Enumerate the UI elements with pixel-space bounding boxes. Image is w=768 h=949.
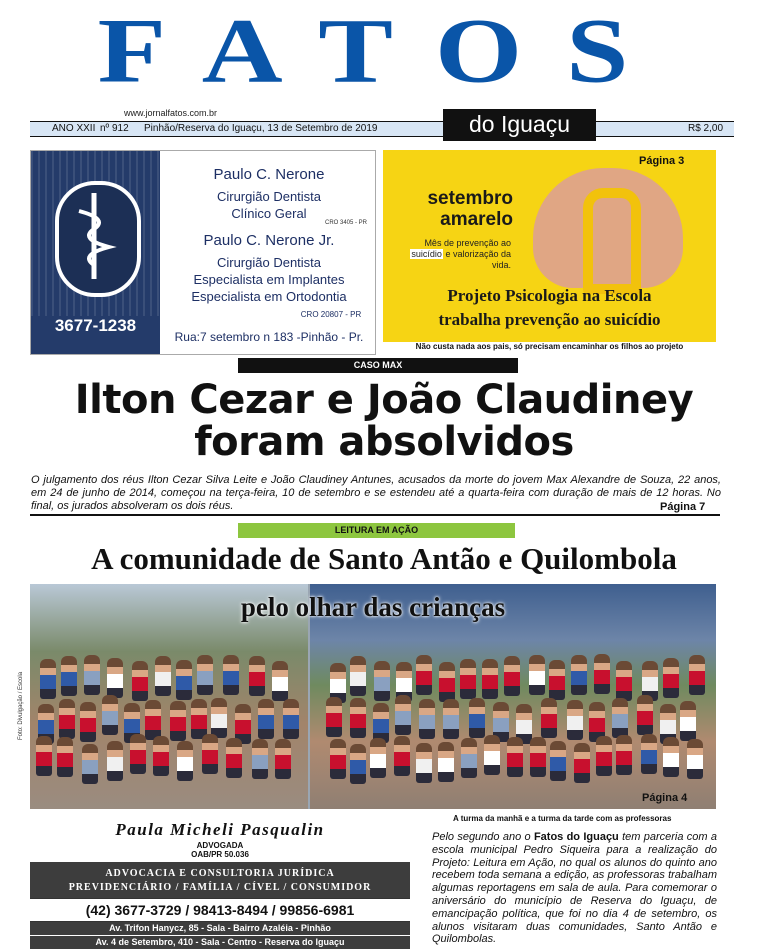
child-figure (482, 659, 498, 699)
dentist-title-1a: Cirurgião Dentista (216, 189, 322, 204)
child-figure (460, 659, 476, 699)
page-reference-3[interactable]: Página 3 (639, 155, 685, 167)
website-url[interactable]: www.jornalfatos.com.br (124, 108, 218, 118)
child-figure (461, 738, 477, 778)
child-figure (202, 734, 218, 774)
child-figure (571, 655, 587, 695)
child-figure (374, 661, 390, 701)
child-figure (637, 695, 653, 735)
child-figure (530, 737, 546, 777)
child-figure (370, 738, 386, 778)
child-figure (107, 741, 123, 781)
child-figure (57, 737, 73, 777)
child-figure (416, 743, 432, 783)
masthead-logo: FATOS (97, 0, 673, 102)
child-figure (350, 744, 366, 784)
photo-caption: A turma da manhã e a turma da tarde com as professoras (453, 814, 672, 823)
child-figure (541, 698, 557, 738)
child-figure (550, 741, 566, 781)
section-kicker-caso-max: CASO MAX (238, 358, 518, 373)
child-figure (153, 736, 169, 776)
child-figure (170, 701, 186, 741)
divider (30, 514, 720, 516)
issue-number: nº 912 (100, 123, 129, 134)
child-figure (326, 697, 342, 737)
setembro-amarelo-promo[interactable] (383, 150, 716, 342)
child-figure (59, 699, 75, 739)
lawyer-address-1: Av. Trifon Hanycz, 85 - Sala - Bairro Azaléia - Pinhão (30, 922, 410, 935)
dentist-name-2: Paulo C. Nerone Jr. (203, 232, 335, 249)
main-lead: O julgamento dos réus Ilton Cezar Silva Leite e João Claudiney Antunes, acusados da morte do jovem Max Alexandre de Souza, 22 anos, em 24 de junho de 2014, começou na terça-feira, 10 de setembro e se estendeu até a quarta-feira com duração de mais de 12 horas. No final, os jurados absolveram os dois réus. (31, 474, 721, 512)
child-figure (258, 699, 274, 739)
child-figure (40, 659, 56, 699)
setembro-amarelo-subtitle: Mês de prevenção ao suicídio e valorização da vida. (411, 238, 511, 270)
masthead-subtitle: do Iguaçu (443, 109, 596, 141)
child-figure (197, 655, 213, 695)
child-figure (102, 695, 118, 735)
child-figure (438, 742, 454, 782)
child-figure (641, 734, 657, 774)
child-figure (663, 737, 679, 777)
issue-year: ANO XXII (52, 123, 96, 134)
main-headline[interactable]: Ilton Cezar e João Claudiney foram absolvidos (74, 377, 694, 465)
child-figure (529, 655, 545, 695)
dentist-ad-panel (31, 151, 160, 354)
child-figure (507, 737, 523, 777)
child-figure (484, 735, 500, 775)
child-figure (416, 655, 432, 695)
issue-place-date: Pinhão/Reserva do Iguaçu, 13 de Setembro de 2019 (144, 123, 378, 134)
child-figure (567, 700, 583, 740)
dentist-title-1b: Clínico Geral (231, 206, 307, 221)
dentist-name-1: Paulo C. Nerone (213, 166, 325, 183)
child-figure (439, 662, 455, 702)
lawyer-name: Paula Micheli Pasqualin (115, 820, 325, 839)
child-figure (419, 699, 435, 739)
dentist-cro-1: CRO 3405 - PR (324, 220, 367, 226)
child-figure (504, 656, 520, 696)
lawyer-service-line-1: ADVOCACIA E CONSULTORIA JURÍDICA (105, 868, 335, 879)
child-figure (61, 656, 77, 696)
child-figure (82, 744, 98, 784)
child-figure (176, 660, 192, 700)
section-kicker-leitura: LEITURA EM AÇÃO (238, 523, 515, 538)
child-figure (574, 743, 590, 783)
child-figure (612, 698, 628, 738)
story2-body: Pelo segundo ano o Fatos do Iguaçu tem parceria com a escola municipal Pedro Siqueira para a realização do Projeto: Leitura em Ação, no qual os alunos do quinto ano recebem toda semana a edição, as professoras trabalham algumas reportagens em sala de aula. Para comemorar o aniversário do município de Reserva do Iguaçu, de emancipação política, que foi no dia 4 de setembro, os alunos visitaram duas comunidades, Santo Antão e Quilombolas. (432, 831, 717, 946)
child-figure (223, 655, 239, 695)
child-figure (252, 739, 268, 779)
photo-title: pelo olhar das crianças (240, 592, 506, 622)
child-figure (594, 654, 610, 694)
dentist-cro-2: CRO 20807 - PR (300, 310, 362, 319)
child-figure (226, 738, 242, 778)
child-figure (616, 661, 632, 701)
caduceus-icon (55, 181, 141, 297)
child-figure (549, 660, 565, 700)
child-figure (394, 736, 410, 776)
issue-price: R$ 2,00 (688, 123, 724, 134)
dentist-title-2a: Cirurgião Dentista (216, 255, 322, 270)
child-figure (443, 699, 459, 739)
lawyer-ad (30, 818, 410, 948)
class-photo (30, 584, 716, 809)
psicologia-headline[interactable]: Projeto Psicologia na Escola trabalha prevenção ao suicídio (438, 286, 661, 329)
child-figure (177, 741, 193, 781)
child-figure (469, 698, 485, 738)
child-figure (596, 736, 612, 776)
child-figure (145, 700, 161, 740)
child-figure (36, 736, 52, 776)
child-figure (350, 698, 366, 738)
child-figure (249, 656, 265, 696)
child-figure (80, 702, 96, 742)
child-figure (350, 656, 366, 696)
child-figure (211, 698, 227, 738)
setembro-amarelo-caption: Não custa nada aos pais, só precisam encaminhar os filhos ao projeto (415, 342, 684, 351)
dentist-title-2b: Especialista em Implantes (193, 272, 345, 287)
lawyer-service-line-2: PREVIDENCIÁRIO / FAMÍLIA / CÍVEL / CONSUMIDOR (68, 882, 372, 893)
child-figure (130, 734, 146, 774)
child-figure (272, 661, 288, 701)
lawyer-phones: (42) 3677-3729 / 98413-8494 / 99856-6981 (30, 898, 410, 922)
child-figure (689, 655, 705, 695)
child-figure (687, 739, 703, 779)
page-reference-7[interactable]: Página 7 (660, 501, 706, 513)
dentist-phone: 3677-1238 (54, 316, 137, 335)
child-figure (155, 656, 171, 696)
story2-headline[interactable]: A comunidade de Santo Antão e Quilombola (91, 541, 677, 576)
child-figure (680, 701, 696, 741)
child-figure (84, 655, 100, 695)
child-figure (132, 661, 148, 701)
child-figure (330, 739, 346, 779)
child-figure (275, 739, 291, 779)
page-reference-4[interactable]: Página 4 (642, 792, 688, 804)
dentist-title-2c: Especialista em Ortodontia (191, 289, 347, 304)
dentist-address: Rua:7 setembro n 183 -Pinhão - Pr. (174, 330, 364, 344)
child-figure (283, 699, 299, 739)
child-figure (395, 695, 411, 735)
photo-credit: Foto: Divulgação / Escola (18, 671, 24, 740)
lawyer-address-2: Av. 4 de Setembro, 410 - Sala - Centro - Reserva do Iguaçu (30, 936, 410, 949)
child-figure (616, 735, 632, 775)
child-figure (107, 658, 123, 698)
lawyer-role: ADVOGADA OAB/PR 50.036 (191, 841, 249, 859)
issue-info-bar (30, 121, 734, 137)
child-figure (191, 699, 207, 739)
dentist-ad (30, 150, 376, 355)
setembro-amarelo-title: setembro amarelo (427, 188, 513, 230)
yellow-ribbon-icon (583, 188, 641, 294)
child-figure (663, 658, 679, 698)
